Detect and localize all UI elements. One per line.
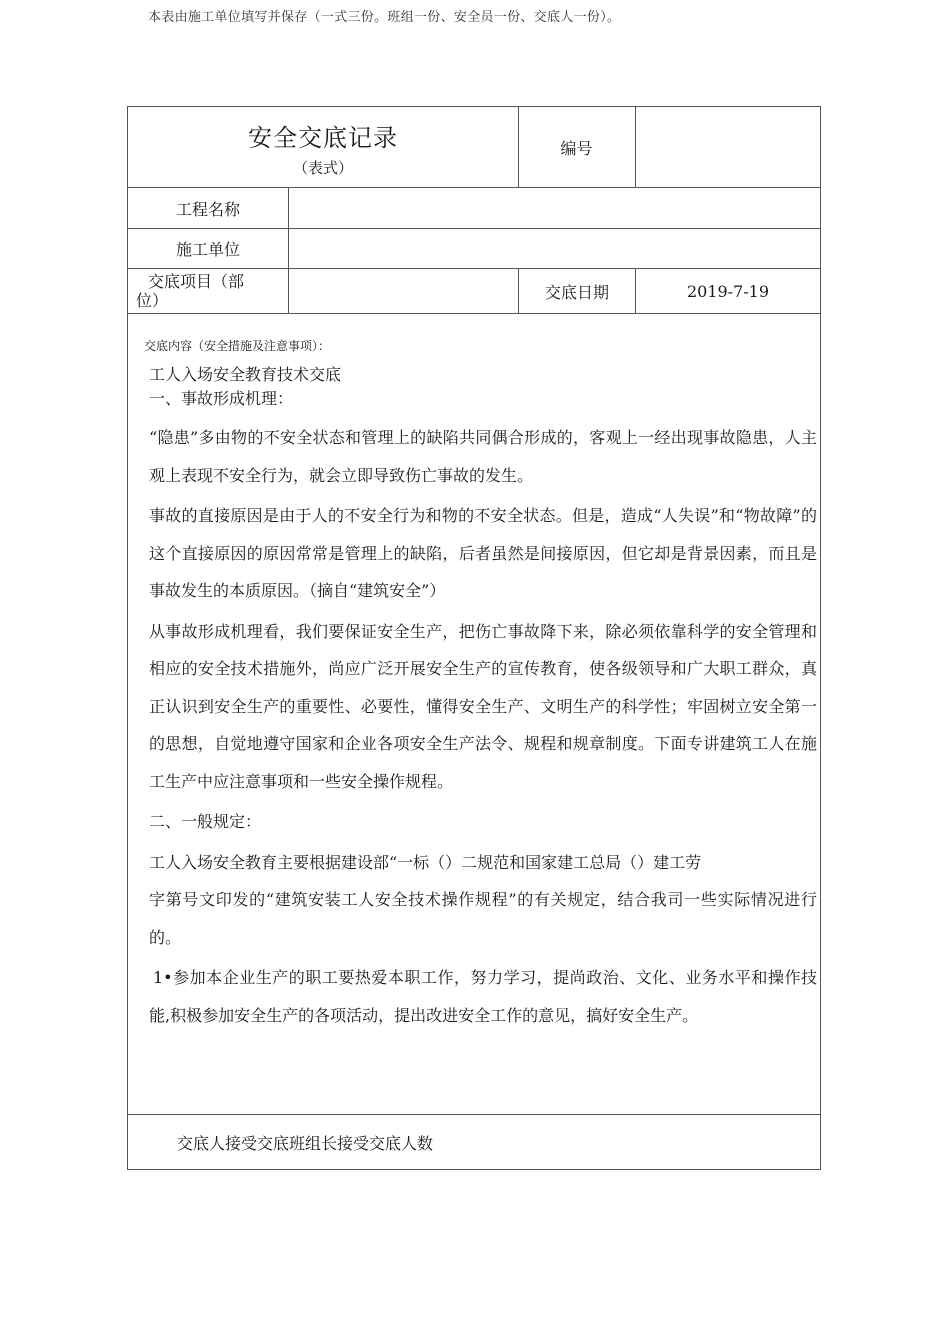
paragraph: 事故的直接原因是由于人的不安全行为和物的不安全状态。但是，造成“人失误”和“物故障”的这个直接原因的原因常常是管理上的缺陷，后者虽然是间接原因，但它却是背景因素，而且是事故发生的本质原因。（摘自“建筑安全”） xyxy=(149,506,817,600)
paragraph: 1•参加本企业生产的职工要热爱本职工作，努力学习，提尚政治、文化、业务水平和操作技能,积极参加安全生产的各项活动，提出改进安全工作的意见，搞好安全生产。 xyxy=(149,968,817,1025)
form-subtitle: （表式） xyxy=(292,158,353,177)
paragraph: 工人入场安全教育主要根据建设部“一标（）二规范和国家建工总局（）建工劳 xyxy=(149,852,702,872)
briefing-date-value[interactable]: 2019-7-19 xyxy=(686,281,770,301)
briefing-item-value[interactable] xyxy=(289,269,518,313)
safety-briefing-form xyxy=(127,106,821,1170)
project-name-value[interactable] xyxy=(289,188,820,228)
construction-unit-value[interactable] xyxy=(289,229,820,268)
paragraph: 字第号文印发的“建筑安装工人安全技术操作规程”的有关规定，结合我司一些实际情况进行的。 xyxy=(149,890,817,947)
form-title: 安全交底记录 xyxy=(248,123,398,152)
content-heading: 交底内容（安全措施及注意事项）： xyxy=(144,339,331,353)
number-label: 编号 xyxy=(560,138,593,158)
row-divider xyxy=(128,313,820,314)
project-name-label: 工程名称 xyxy=(175,199,240,219)
content-title: 工人入场安全教育技术交底 xyxy=(149,365,342,384)
row-divider xyxy=(128,1114,820,1115)
briefing-content xyxy=(149,363,817,1037)
section-heading: 一、事故形成机理： xyxy=(149,389,294,408)
briefing-date-label: 交底日期 xyxy=(544,282,609,302)
number-value[interactable] xyxy=(635,107,821,187)
signature-row: 交底人接受交底班组长接受交底人数 xyxy=(177,1134,434,1153)
construction-unit-label: 施工单位 xyxy=(175,240,240,259)
section-heading: 二、一般规定： xyxy=(149,812,262,831)
paragraph: “隐患”多由物的不安全状态和管理上的缺陷共同偶合形成的，客观上一经出现事故隐患，人主观上表现不安全行为，就会立即导致伤亡事故的发生。 xyxy=(149,428,817,485)
briefing-item-label: 交底项目（部位） xyxy=(136,272,245,310)
paragraph: 从事故形成机理看，我们要保证安全生产，把伤亡事故降下来，除必须依靠科学的安全管理和相应的安全技术措施外，尚应广泛开展安全生产的宣传教育，使各级领导和广大职工群众，真正认识到安全生产的重要性、必要性，懂得安全生产、文明生产的科学性；牢固树立安全第一的思想，自觉地遵守国家和企业各项安全生产法令、规程和规章制度。下面专讲建筑工人在施工生产中应注意事项和一些安全操作规程。 xyxy=(149,621,817,791)
top-note: 本表由施工单位填写并保存（一式三份。班组一份、安全员一份、交底人一份）。 xyxy=(148,10,621,25)
